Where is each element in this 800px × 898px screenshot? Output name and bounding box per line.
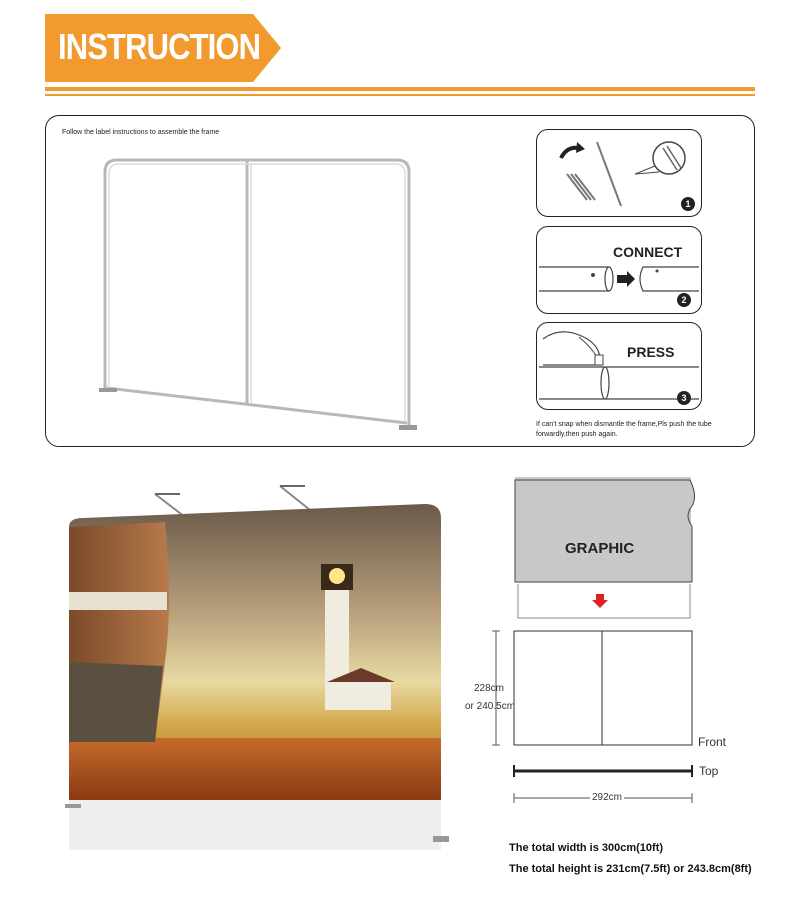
height-label-alt: or 240.5cm <box>465 701 516 712</box>
total-width-text: The total width is 300cm(10ft) <box>509 842 664 854</box>
poles-assembly-icon <box>551 136 691 210</box>
step-number-badge: 1 <box>681 197 695 211</box>
total-height-text: The total height is 231cm(7.5ft) or 243.8cm(8ft) <box>509 863 752 875</box>
step-number-badge: 2 <box>677 293 691 307</box>
hand-press-icon <box>539 325 699 407</box>
display-product-image <box>55 482 450 884</box>
frame-dimension-drawing <box>488 625 698 815</box>
width-label: 292cm <box>592 792 623 803</box>
panel-caption: Follow the label instructions to assemble the frame <box>62 129 220 136</box>
header-rule-thin <box>45 94 755 96</box>
graphic-label: GRAPHIC <box>565 540 635 557</box>
frame-illustration <box>95 150 425 440</box>
dismantle-note: If can't snap when dismantle the frame,Pls push the tube forwardly,then push again. <box>536 421 712 438</box>
step-3-card <box>536 322 702 410</box>
step-2-card <box>536 226 702 314</box>
step-1-card <box>536 129 702 217</box>
top-label: Top <box>699 764 719 778</box>
tube-connect-icon <box>539 261 699 301</box>
step-title: PRESS <box>627 344 675 360</box>
page-title: INSTRUCTION <box>58 26 261 67</box>
header-rule <box>45 87 755 91</box>
step-number-badge: 3 <box>677 391 691 405</box>
height-label: 228cm <box>474 683 505 694</box>
step-title: CONNECT <box>613 244 683 260</box>
front-label: Front <box>698 735 727 749</box>
